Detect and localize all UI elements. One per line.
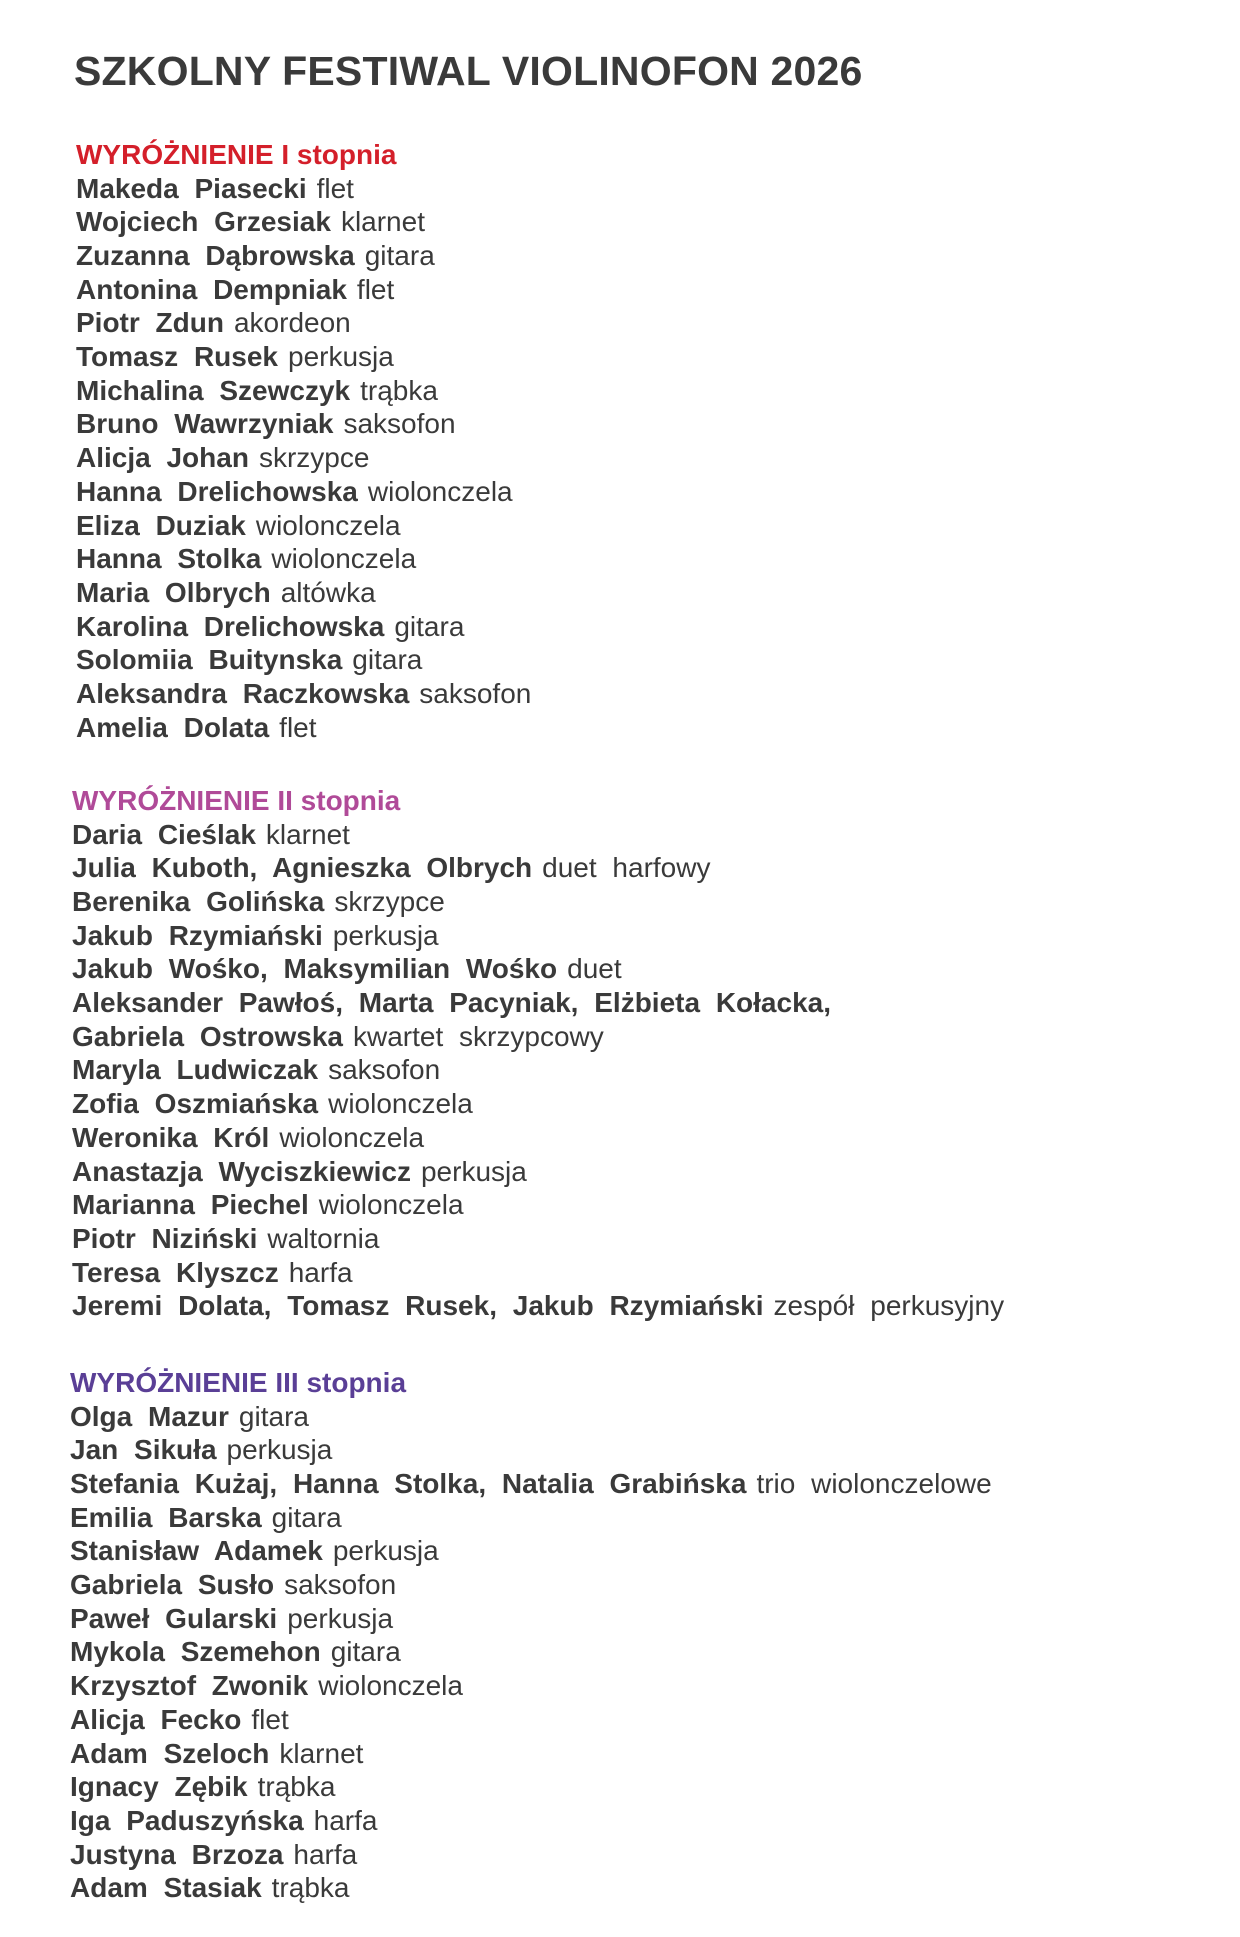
participant-names: Paweł Gularski (70, 1602, 278, 1634)
entry-row (72, 851, 1004, 885)
participant-names: Emilia Barska (70, 1501, 262, 1533)
instrument-label: klarnet (340, 206, 425, 238)
instrument-label: wiolonczela (271, 543, 417, 575)
instrument-label: perkusja (332, 919, 439, 951)
participant-names: Krzysztof Zwonik (70, 1670, 309, 1702)
instrument-label: saksofon (343, 408, 456, 440)
instrument-label: saksofon (419, 678, 532, 710)
entry-row (72, 986, 1004, 1020)
entry-row (72, 952, 1004, 986)
entry-list (76, 172, 531, 745)
entry-list (72, 818, 1004, 1324)
entry-row (76, 677, 531, 711)
entry-row (72, 1222, 1004, 1256)
entry-row (70, 1433, 992, 1467)
participant-names: Jan Sikuła (70, 1434, 217, 1466)
participant-names: Makeda Piasecki (76, 172, 307, 204)
entry-row (76, 475, 531, 509)
participant-names: Hanna Stolka (76, 543, 262, 575)
participant-names: Zofia Oszmiańska (72, 1088, 319, 1120)
instrument-label: duet harfowy (542, 852, 711, 884)
entry-row (76, 306, 531, 340)
participant-names: Maryla Ludwiczak (72, 1054, 319, 1086)
instrument-label: zespół perkusyjny (773, 1290, 1005, 1322)
instrument-label: klarnet (279, 1737, 364, 1769)
entry-row (76, 374, 531, 408)
participant-names: Ignacy Zębik (70, 1771, 248, 1803)
entry-row (76, 542, 531, 576)
instrument-label: gitara (238, 1400, 309, 1432)
instrument-label: wiolonczela (318, 1670, 463, 1702)
entry-row (72, 1155, 1004, 1189)
entry-row (70, 1871, 992, 1905)
entry-row (70, 1467, 992, 1501)
instrument-label: perkusja (332, 1535, 439, 1567)
participant-names: Stefania Kużaj, Hanna Stolka, Natalia Grabińska (70, 1467, 747, 1499)
instrument-label: wiolonczela (255, 509, 401, 541)
instrument-label: harfa (288, 1256, 353, 1288)
entry-row (72, 1188, 1004, 1222)
participant-names: Solomiia Buitynska (76, 644, 343, 676)
entry-row (70, 1669, 992, 1703)
entry-row (72, 1053, 1004, 1087)
participant-names: Michalina Szewczyk (76, 374, 351, 406)
instrument-label: wiolonczela (328, 1088, 473, 1120)
entry-row (76, 576, 531, 610)
entry-row (70, 1737, 992, 1771)
instrument-label: wiolonczela (279, 1121, 425, 1153)
entry-row (72, 919, 1004, 953)
entry-row (72, 1020, 1004, 1054)
participant-names: Bruno Wawrzyniak (76, 408, 334, 440)
instrument-label: gitara (271, 1501, 342, 1533)
instrument-label: perkusja (420, 1155, 527, 1187)
instrument-label: akordeon (233, 307, 351, 339)
entry-row (70, 1534, 992, 1568)
entry-row (70, 1602, 992, 1636)
participant-names: Adam Szeloch (70, 1737, 270, 1769)
award-section-1 (76, 138, 531, 744)
entry-row (72, 885, 1004, 919)
entry-row (70, 1838, 992, 1872)
instrument-label: saksofon (328, 1054, 441, 1086)
instrument-label: trio wiolonczelowe (756, 1467, 992, 1499)
instrument-label: kwartet skrzypcowy (353, 1020, 604, 1052)
participant-names: Julia Kuboth, Agnieszka Olbrych (72, 852, 533, 884)
participant-names: Eliza Duziak (76, 509, 246, 541)
participant-names: Alicja Fecko (70, 1703, 242, 1735)
participant-names: Marianna Piechel (72, 1189, 309, 1221)
instrument-label: perkusja (287, 1602, 394, 1634)
section-heading: WYRÓŻNIENIE I stopnia (76, 139, 397, 170)
instrument-label: wiolonczela (318, 1189, 464, 1221)
participant-names: Hanna Drelichowska (76, 475, 358, 507)
participant-names: Aleksandra Raczkowska (76, 678, 410, 710)
participant-names: Piotr Niziński (72, 1222, 258, 1254)
participant-names: Aleksander Pawłoś, Marta Pacyniak, Elżbieta Kołacka, (72, 987, 831, 1019)
participant-names: Anastazja Wyciszkiewicz (72, 1155, 411, 1187)
participant-names: Tomasz Rusek (76, 341, 278, 373)
participant-names: Adam Stasiak (70, 1872, 262, 1904)
entry-row (76, 172, 531, 206)
participant-names: Weronika Król (72, 1121, 270, 1153)
participant-names: Karolina Drelichowska (76, 610, 385, 642)
participant-names: Stanisław Adamek (70, 1535, 323, 1567)
participant-names: Maria Olbrych (76, 576, 271, 608)
participant-names: Teresa Klyszcz (72, 1256, 279, 1288)
section-heading: WYRÓŻNIENIE III stopnia (70, 1367, 407, 1398)
instrument-label: perkusja (226, 1434, 333, 1466)
instrument-label: klarnet (265, 818, 350, 850)
entry-row (70, 1501, 992, 1535)
entry-row (76, 643, 531, 677)
entry-row (76, 509, 531, 543)
award-section-3 (70, 1366, 992, 1905)
participant-names: Jakub Wośko, Maksymilian Wośko (72, 953, 558, 985)
entry-row (70, 1568, 992, 1602)
instrument-label: trąbka (360, 374, 438, 406)
entry-row (70, 1804, 992, 1838)
entry-row (72, 818, 1004, 852)
participant-names: Mykola Szemehon (70, 1636, 321, 1668)
participant-names: Wojciech Grzesiak (76, 206, 331, 238)
participant-names: Gabriela Susło (70, 1569, 275, 1601)
instrument-label: harfa (313, 1804, 378, 1836)
participant-names: Daria Cieślak (72, 818, 256, 850)
instrument-label: wiolonczela (367, 475, 513, 507)
instrument-label: skrzypce (258, 442, 370, 474)
entry-row (76, 441, 531, 475)
entry-row (72, 1087, 1004, 1121)
instrument-label: flet (356, 273, 395, 305)
instrument-label: flet (251, 1703, 289, 1735)
instrument-label: altówka (280, 576, 376, 608)
entry-row (72, 1256, 1004, 1290)
instrument-label: harfa (293, 1838, 358, 1870)
participant-names: Alicja Johan (76, 442, 249, 474)
instrument-label: saksofon (284, 1569, 397, 1601)
participant-names: Jakub Rzymiański (72, 919, 323, 951)
entry-row (76, 610, 531, 644)
entry-row (70, 1703, 992, 1737)
instrument-label: waltornia (267, 1222, 380, 1254)
participant-names: Olga Mazur (70, 1400, 229, 1432)
entry-row (70, 1770, 992, 1804)
instrument-label: trąbka (257, 1771, 336, 1803)
entry-row (70, 1400, 992, 1434)
instrument-label: perkusja (288, 341, 394, 373)
instrument-label: gitara (364, 239, 435, 271)
participant-names: Amelia Dolata (76, 711, 270, 743)
entry-row (70, 1635, 992, 1669)
entry-row (72, 1289, 1004, 1323)
entry-list (70, 1400, 992, 1906)
entry-row (76, 205, 531, 239)
instrument-label: gitara (330, 1636, 401, 1668)
instrument-label: duet (567, 953, 622, 985)
participant-names: Iga Paduszyńska (70, 1804, 304, 1836)
participant-names: Piotr Zdun (76, 307, 224, 339)
award-section-2 (72, 784, 1004, 1323)
document-title: SZKOLNY FESTIWAL VIOLINOFON 2026 (74, 48, 863, 94)
entry-row (76, 239, 531, 273)
entry-row (76, 273, 531, 307)
instrument-label: flet (316, 172, 354, 204)
instrument-label: gitara (394, 610, 465, 642)
participant-names: Justyna Brzoza (70, 1838, 284, 1870)
instrument-label: skrzypce (334, 885, 445, 917)
entry-row (76, 407, 531, 441)
entry-row (76, 340, 531, 374)
participant-names: Zuzanna Dąbrowska (76, 239, 355, 271)
participant-names: Jeremi Dolata, Tomasz Rusek, Jakub Rzymiański (72, 1290, 764, 1322)
entry-row (76, 711, 531, 745)
instrument-label: gitara (352, 644, 423, 676)
instrument-label: flet (279, 711, 317, 743)
section-heading: WYRÓŻNIENIE II stopnia (72, 785, 401, 816)
participant-names: Berenika Golińska (72, 885, 325, 917)
participant-names: Antonina Dempniak (76, 273, 347, 305)
participant-names: Gabriela Ostrowska (72, 1020, 344, 1052)
instrument-label: trąbka (271, 1872, 350, 1904)
entry-row (72, 1121, 1004, 1155)
